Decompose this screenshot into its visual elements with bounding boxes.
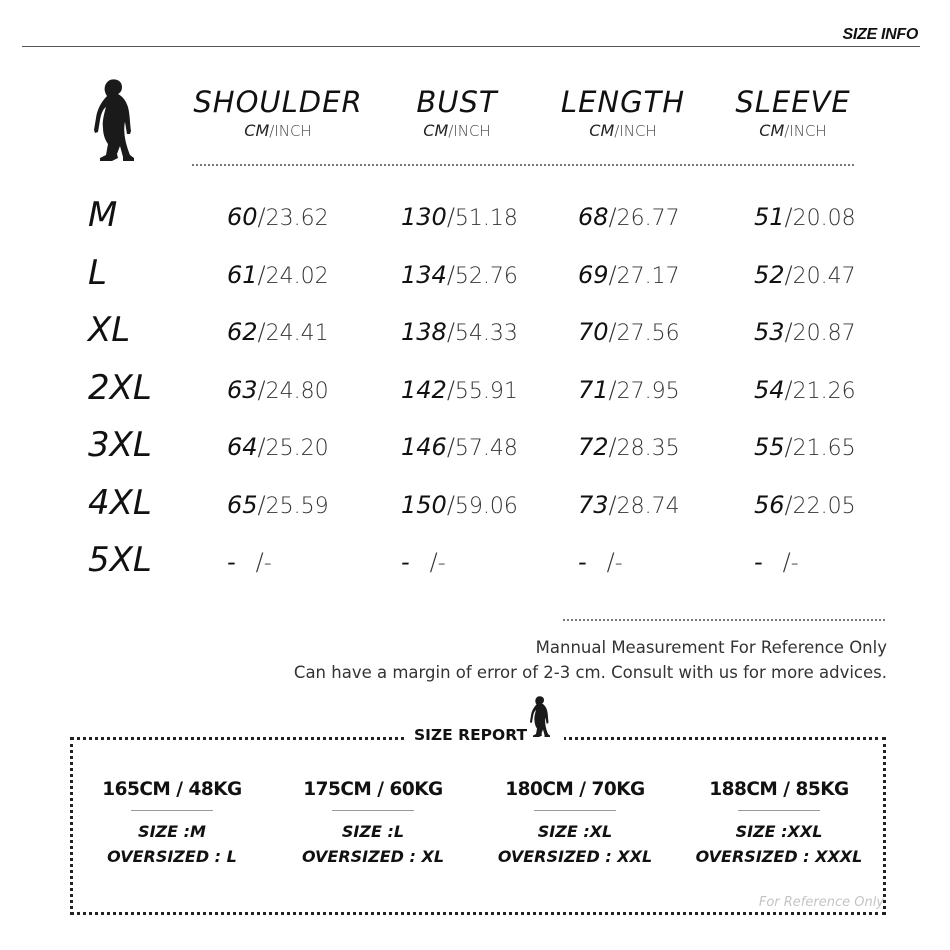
report-height-weight: 175CM / 60KG [303, 779, 443, 800]
measurement-cell: - /- [578, 548, 623, 576]
measurement-cell: 63/24.80 [227, 375, 329, 404]
column-unit: CM/INCH [589, 121, 657, 140]
measurement-cell: 56/22.05 [754, 490, 856, 519]
size-info-title: SIZE INFO [842, 26, 918, 43]
measurement-cell: 65/25.59 [227, 490, 329, 519]
column-header-shoulder [178, 84, 378, 142]
ape-silhouette-icon [528, 692, 552, 742]
report-oversized: OVERSIZED : XXL [497, 847, 653, 866]
measurement-cell: 69/27.17 [578, 260, 680, 289]
column-header-sleeve [693, 84, 893, 142]
report-divider [131, 810, 213, 811]
report-oversized: OVERSIZED : L [107, 847, 237, 866]
report-height-weight: 180CM / 70KG [505, 779, 645, 800]
size-label: L [88, 252, 107, 293]
measurement-cell: 130/51.18 [401, 203, 518, 231]
measurement-cell: 146/57.48 [401, 433, 518, 461]
size-label: 2XL [88, 367, 152, 408]
column-name: SLEEVE [735, 85, 851, 119]
size-label: 4XL [88, 482, 152, 523]
size-report-title: SIZE REPORT [414, 726, 528, 744]
measurement-cell: 73/28.74 [578, 490, 680, 519]
measurement-cell: 71/27.95 [578, 375, 680, 404]
ape-silhouette-icon [90, 78, 138, 164]
report-size: SIZE :XXL [735, 822, 823, 841]
report-entry [77, 778, 267, 869]
report-footnote: For Reference Only [758, 895, 884, 910]
report-height-weight: 188CM / 85KG [709, 779, 849, 800]
header-divider [22, 46, 920, 47]
note-margin-error: Can have a margin of error of 2-3 cm. Consult with us for more advices. [293, 663, 887, 682]
size-label: 5XL [88, 540, 152, 580]
report-oversized: OVERSIZED : XL [301, 847, 445, 866]
measurement-cell: 53/20.87 [754, 318, 856, 346]
measurement-cell: - /- [754, 548, 799, 576]
column-unit: CM/INCH [423, 121, 491, 140]
report-divider [534, 810, 616, 811]
size-label: M [88, 195, 118, 235]
measurement-cell: 60/23.62 [227, 203, 329, 231]
column-name: LENGTH [560, 85, 686, 119]
report-divider [332, 810, 414, 811]
report-entry [684, 778, 874, 869]
measurement-cell: 52/20.47 [754, 260, 856, 289]
measurement-cell: - /- [401, 548, 446, 576]
measurement-cell: - /- [227, 548, 272, 576]
report-size: SIZE :XL [537, 822, 613, 841]
measurement-cell: 61/24.02 [227, 260, 329, 289]
report-size: SIZE :L [341, 822, 405, 841]
report-divider [738, 810, 820, 811]
column-unit: CM/INCH [759, 121, 827, 140]
column-name: SHOULDER [193, 85, 363, 119]
notes-dotted-divider [563, 619, 885, 621]
header-dotted-divider [192, 164, 854, 166]
report-entry [278, 778, 468, 869]
measurement-cell: 64/25.20 [227, 433, 329, 461]
note-reference: Mannual Measurement For Reference Only [535, 638, 887, 657]
measurement-cell: 138/54.33 [401, 318, 518, 346]
measurement-cell: 70/27.56 [578, 318, 680, 346]
measurement-cell: 142/55.91 [401, 375, 518, 404]
measurement-cell: 55/21.65 [754, 433, 856, 461]
measurement-cell: 62/24.41 [227, 318, 329, 346]
report-oversized: OVERSIZED : XXXL [695, 847, 863, 866]
report-entry [480, 778, 670, 869]
measurement-cell: 68/26.77 [578, 203, 680, 231]
column-name: BUST [416, 85, 498, 119]
column-unit: CM/INCH [244, 121, 312, 140]
size-label: XL [88, 310, 131, 350]
measurement-cell: 54/21.26 [754, 375, 856, 404]
measurement-cell: 51/20.08 [754, 203, 856, 231]
measurement-cell: 150/59.06 [401, 490, 518, 519]
report-height-weight: 165CM / 48KG [102, 779, 242, 800]
measurement-cell: 72/28.35 [578, 433, 680, 461]
size-label: 3XL [88, 425, 152, 465]
measurement-cell: 134/52.76 [401, 260, 518, 289]
report-size: SIZE :M [138, 822, 206, 841]
